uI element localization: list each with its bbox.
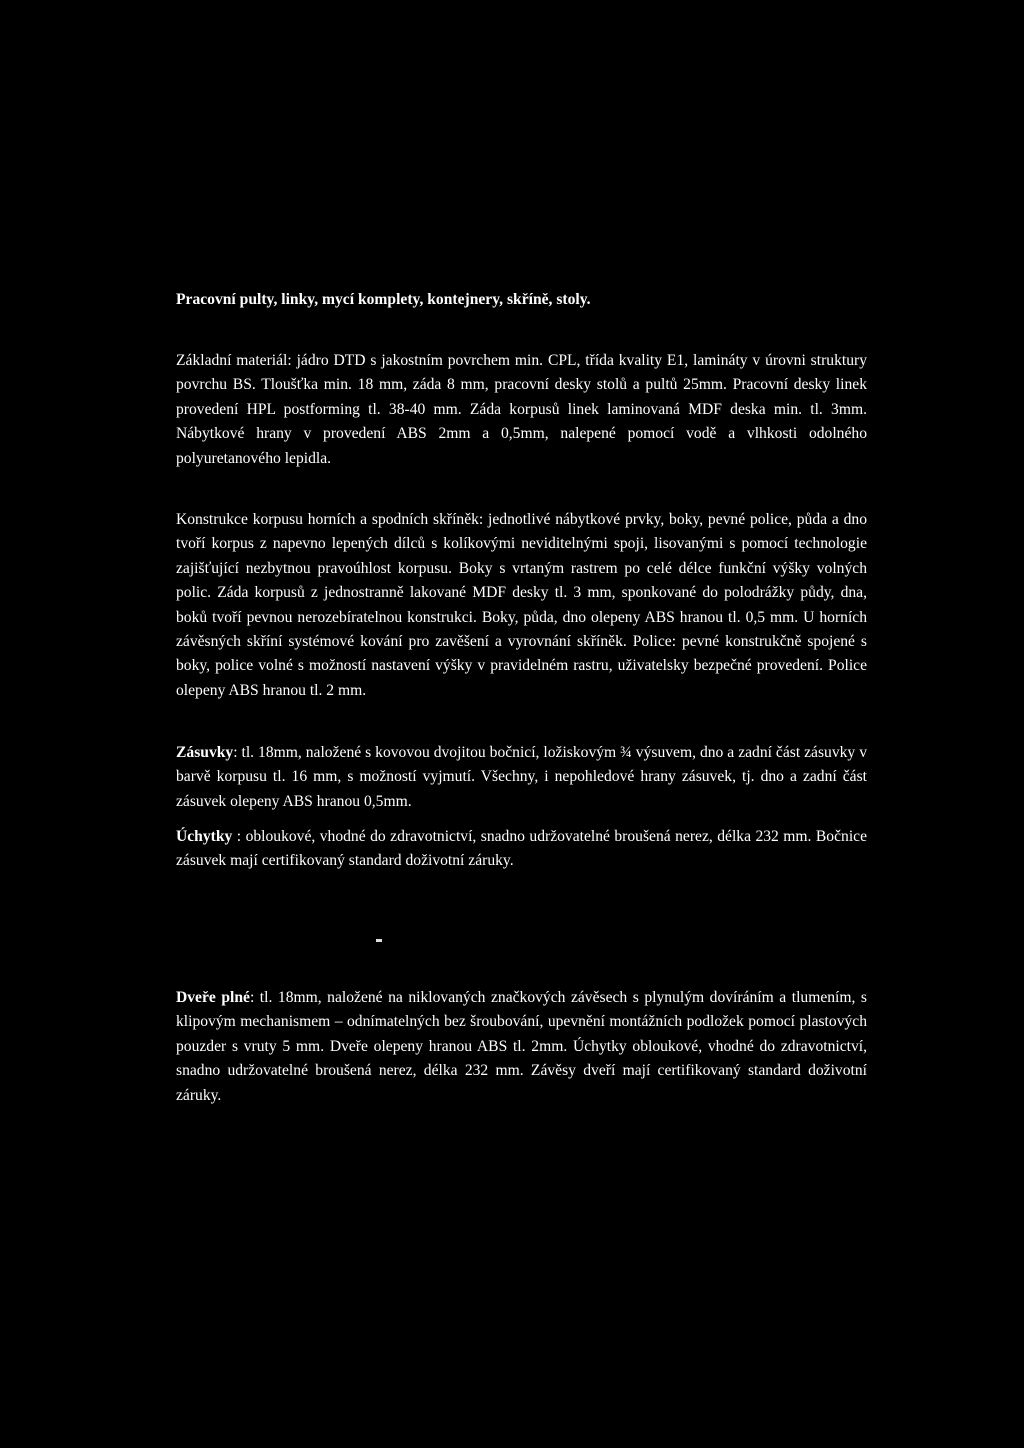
paragraph-dvere <box>176 986 867 1108</box>
document-heading: Pracovní pulty, linky, mycí komplety, kontejnery, skříně, stoly. <box>176 291 591 308</box>
scan-speck <box>376 939 382 942</box>
paragraph-material: Základní materiál: jádro DTD s jakostním povrchem min. CPL, třída kvality E1, lamináty v úrovni struktury povrchu BS. Tloušťka min. 18 mm, záda 8 mm, pracovní desky stolů a pultů 25mm. Pracovní desky linek provedení HPL postforming tl. 38-40 mm. Záda korpusů linek laminovaná MDF deska min. tl. 3mm. Nábytkové hrany v provedení ABS 2mm a 0,5mm, nalepené pomocí vodě a vlhkosti odolného polyuretanového lepidla. <box>176 352 867 467</box>
dvere-label: Dveře plné <box>176 989 250 1006</box>
zasuvky-text: : tl. 18mm, naložené s kovovou dvojitou bočnicí, ložiskovým ¾ výsuvem, dno a zadní část zásuvky v barvě korpusu tl. 16 mm, s možností vyjmutí. Všechny, i nepohledové hrany zásuvek, tj. dno a zadní část zásuvek olepeny ABS hranou 0,5mm. <box>176 744 867 810</box>
zasuvky-label: Zásuvky <box>176 744 234 761</box>
paragraph-korpus: Konstrukce korpusu horních a spodních skříněk: jednotlivé nábytkové prvky, boky, pevné police, půda a dno tvoří korpus z napevno lepených dílců s kolíkovými neviditelnými spoji, lisovanými s pomocí technologie zajišťující nezbytnou pravoúhlost korpusu. Boky s vrtaným rastrem po celé délce funkční výšky volných polic. Záda korpusů z jednostranně lakované MDF desky tl. 3 mm, sponkované do polodrážky půdy, dna, boků tvoří pevnou nerozebíratelnou konstrukci. Boky, půda, dno olepeny ABS hranou tl. 0,5 mm. U horních závěsných skříní systémové kování pro zavěšení a vyrovnání skříněk. Police: pevné konstrukčně spojené s boky, police volné s možností nastavení výšky v pravidelném rastru, uživatelsky bezpečné provedení. Police olepeny ABS hranou tl. 2 mm. <box>176 511 867 699</box>
dvere-text: : tl. 18mm, naložené na niklovaných značkových závěsech s plynulým dovíráním a tlumením, s klipovým mechanismem – odnímatelných bez šroubování, upevnění montážních podložek pomocí plastových pouzder s vruty 5 mm. Dveře olepeny hranou ABS tl. 2mm. Úchytky obloukové, vhodné do zdravotnictví, snadno udržovatelné broušená nerez, délka 232 mm. Závěsy dveří mají certifikovaný standard doživotní záruky. <box>176 989 867 1104</box>
paragraph-zasuvky <box>176 741 867 814</box>
uchytky-label: Úchytky <box>176 828 233 845</box>
paragraph-uchytky <box>176 825 867 874</box>
uchytky-text: : obloukové, vhodné do zdravotnictví, snadno udržovatelné broušená nerez, délka 232 mm. Bočnice zásuvek mají certifikovaný standard doživotní záruky. <box>176 828 867 870</box>
